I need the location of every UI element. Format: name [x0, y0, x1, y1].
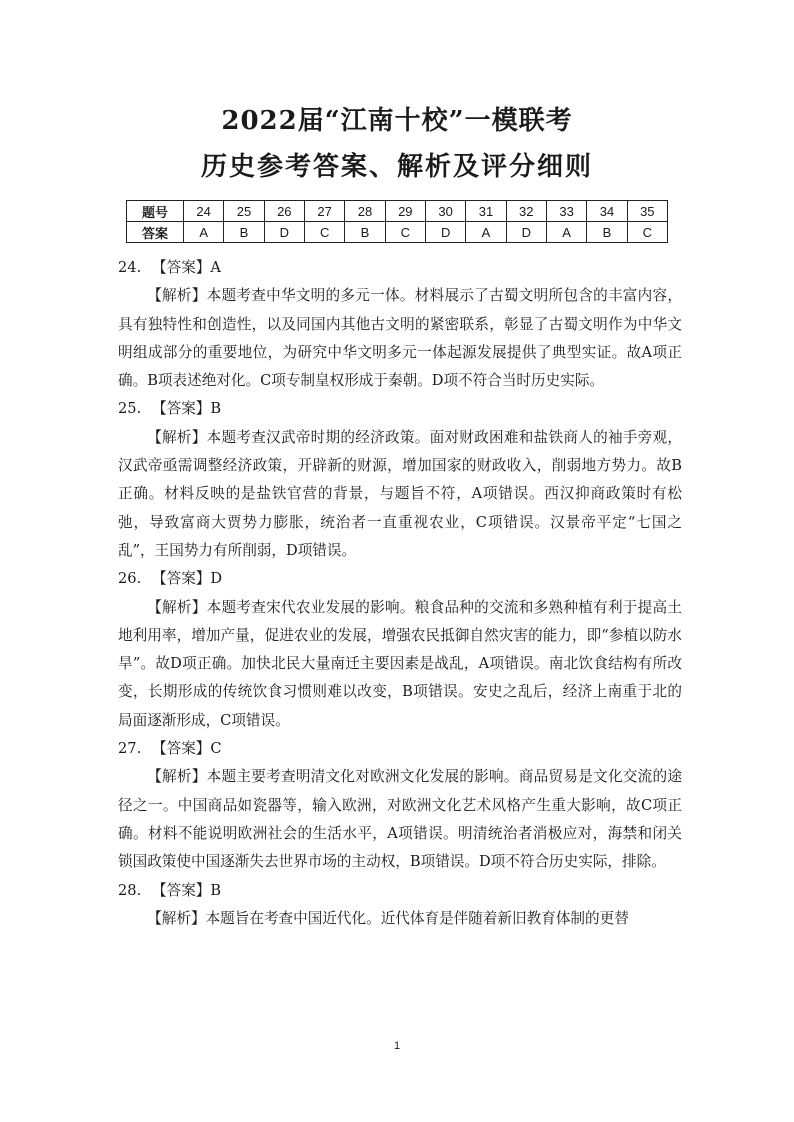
table-cell: B: [224, 222, 264, 243]
question-answer-line: [118, 565, 682, 593]
table-cell: B: [345, 222, 385, 243]
table-cell: 35: [627, 201, 667, 222]
question-number: 26.: [118, 570, 142, 588]
table-cell: 33: [546, 201, 586, 222]
table-cell: D: [425, 222, 465, 243]
question-analysis: 【解析】本题考查汉武帝时期的经济政策。面对财政困难和盐铁商人的袖手旁观，汉武帝亟需调整经济政策，开辟新的财源，增加国家的财政收入，削弱地方势力。故B正确。材料反映的是盐铁官营的背景，与题旨不符，A项错误。西汉抑商政策时有松弛，导致富商大贾势力膨胀，统治者一直重视农业，C项错误。汉景帝平定“七国之乱”，王国势力有所削弱，D项错误。: [118, 428, 682, 559]
answer-table: [126, 200, 668, 243]
table-cell: 29: [385, 201, 425, 222]
table-cell: 26: [264, 201, 304, 222]
table-cell: A: [184, 222, 224, 243]
question-answer: 【答案】A: [152, 259, 221, 276]
table-cell: 27: [304, 201, 344, 222]
table-cell: 31: [466, 201, 506, 222]
table-cell: A: [466, 222, 506, 243]
question-number: 25.: [118, 400, 142, 418]
document-title: 2022届“江南十校”一模联考: [221, 106, 573, 136]
table-cell: C: [385, 222, 425, 243]
answer-content: [118, 254, 682, 933]
table-cell: 28: [345, 201, 385, 222]
table-cell: D: [506, 222, 546, 243]
question-analysis: 【解析】本题旨在考查中国近代化。近代体育是伴随着新旧教育体制的更替: [147, 909, 629, 927]
question-number: 27.: [118, 740, 142, 758]
table-cell: C: [304, 222, 344, 243]
question-answer: 【答案】C: [152, 740, 222, 758]
table-cell: 32: [506, 201, 546, 222]
table-cell: 24: [184, 201, 224, 222]
question-analysis: 【解析】本题主要考查明清文化对欧洲文化发展的影响。商品贸易是文化交流的途径之一。中国商品如瓷器等，输入欧洲，对欧洲文化艺术风格产生重大影响，故C项正确。材料不能说明欧洲社会的生活水平，A项错误。明清统治者消极应对，海禁和闭关锁国政策使中国逐渐失去世界市场的主动权，B项错误。D项不符合历史实际，排除。: [118, 768, 682, 871]
question-answer-line: [118, 877, 682, 905]
question-answer-line: [118, 395, 682, 423]
page-number: 1: [393, 1040, 401, 1052]
answer-table-row-answers: [127, 222, 668, 243]
document-subtitle: 历史参考答案、解析及评分细则: [200, 152, 593, 182]
question-answer: 【答案】B: [152, 400, 222, 418]
question-answer: 【答案】D: [152, 570, 223, 588]
table-cell: 30: [425, 201, 465, 222]
table-cell: B: [587, 222, 627, 243]
table-cell: 34: [587, 201, 627, 222]
table-header-number: 题号: [127, 201, 184, 222]
question-number: 24.: [118, 259, 142, 276]
question-analysis: 【解析】本题考查中华文明的多元一体。材料展示了古蜀文明所包含的丰富内容，具有独特性和创造性，以及同国内其他古文明的紧密联系，彰显了古蜀文明作为中华文明组成部分的重要地位，为研究中华文明多元一体起源发展提供了典型实证。故A项正确。B项表述绝对化。C项专制皇权形成于秦朝。D项不符合当时历史实际。: [118, 287, 682, 390]
question-analysis: 【解析】本题考查宋代农业发展的影响。粮食品种的交流和多熟种植有利于提高土地利用率，增加产量，促进农业的发展，增强农民抵御自然灾害的能力，即“参植以防水旱”。故D项正确。加快北民大量南迁主要因素是战乱，A项错误。南北饮食结构有所改变，长期形成的传统饮食习惯则难以改变，B项错误。安史之乱后，经济上南重于北的局面逐渐形成，C项错误。: [118, 598, 682, 729]
question-answer: 【答案】B: [152, 881, 222, 899]
question-answer-line: [118, 735, 682, 763]
table-cell: 25: [224, 201, 264, 222]
question-number: 28.: [118, 881, 142, 899]
answer-table-row-numbers: [127, 201, 668, 222]
table-cell: C: [627, 222, 667, 243]
table-header-answer: 答案: [127, 222, 184, 243]
table-cell: A: [546, 222, 586, 243]
table-cell: D: [264, 222, 304, 243]
question-answer-line: [118, 254, 682, 282]
